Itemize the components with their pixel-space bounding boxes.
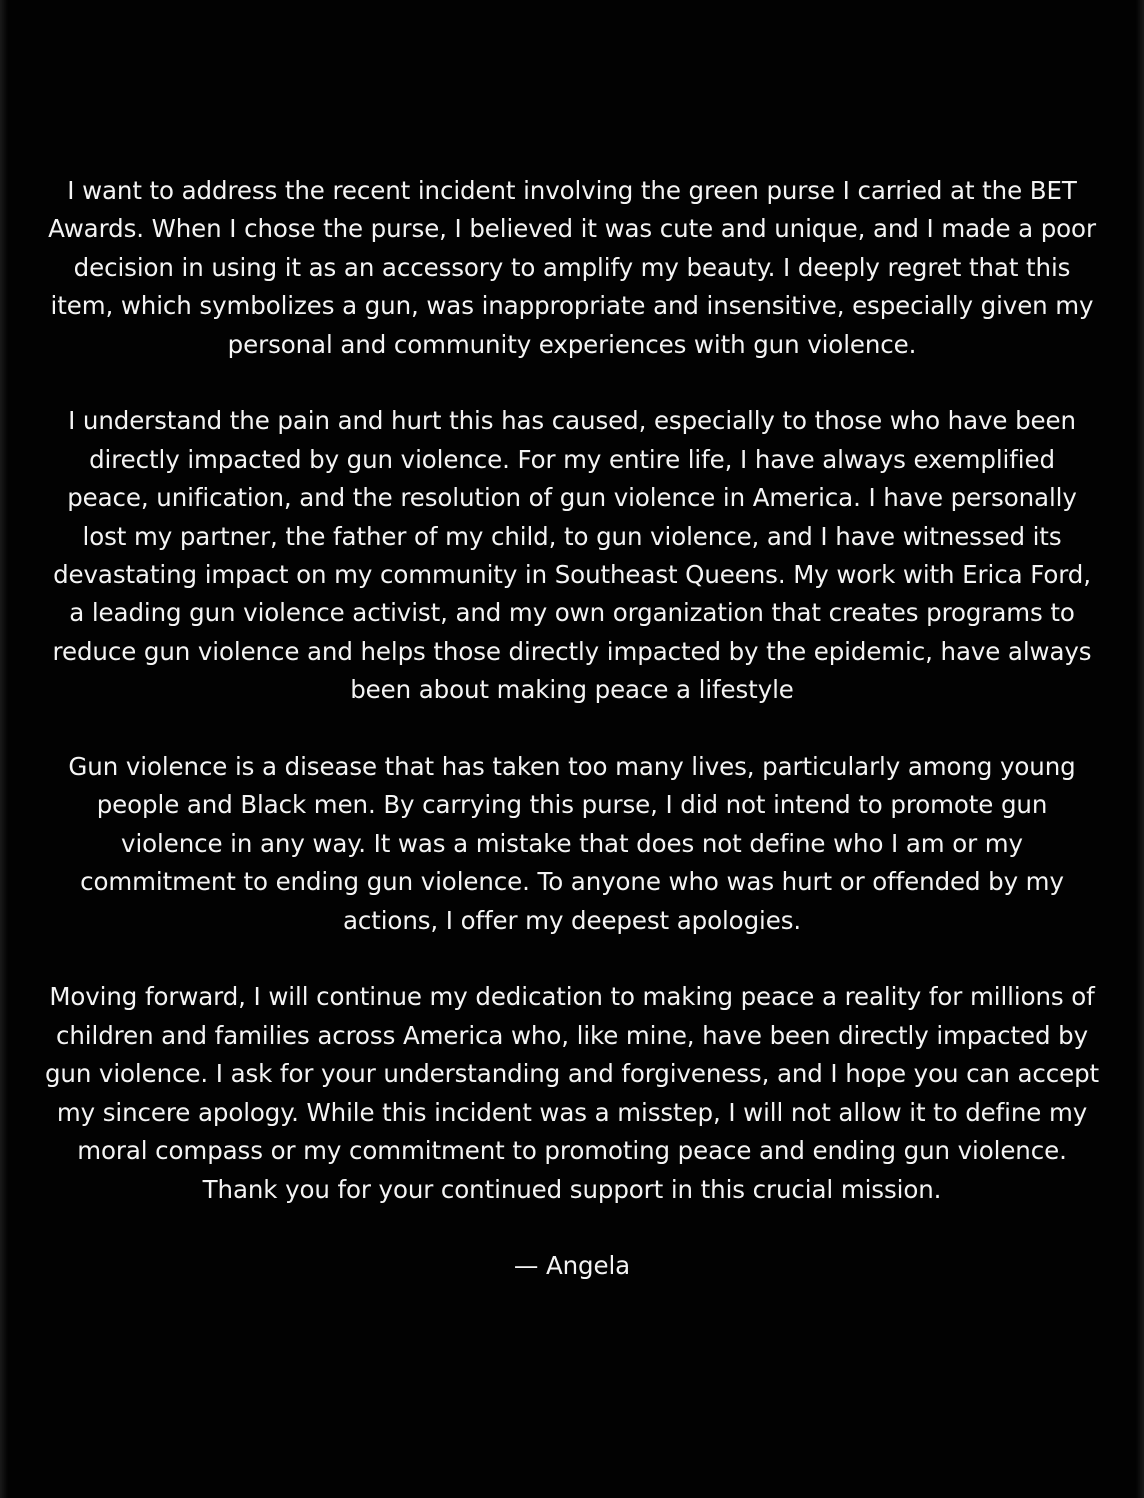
paragraph-line: commitment to ending gun violence. To anyone who was hurt or offended by my (80, 867, 1064, 897)
signature: — Angela (513, 1251, 631, 1281)
paragraph-line: reduce gun violence and helps those directly impacted by the epidemic, have always (52, 636, 1092, 666)
paragraph-line: Thank you for your continued support in this crucial mission. (202, 1174, 942, 1204)
paragraph-line: Gun violence is a disease that has taken too many lives, particularly among young (68, 752, 1076, 782)
paragraph-line: devastating impact on my community in Southeast Queens. My work with Erica Ford, (53, 560, 1091, 590)
paragraph-line: Awards. When I chose the purse, I believed it was cute and unique, and I made a poor (48, 214, 1096, 244)
paragraph-line: personal and community experiences with gun violence. (227, 329, 917, 359)
paragraph-line: people and Black men. By carrying this purse, I did not intend to promote gun (96, 790, 1048, 820)
paragraph-3 (0, 748, 1144, 940)
paragraph-line: violence in any way. It was a mistake that does not define who I am or my (121, 828, 1023, 858)
paragraph-line: peace, unification, and the resolution of gun violence in America. I have personally (67, 483, 1077, 513)
paragraph-line: actions, I offer my deepest apologies. (342, 905, 802, 935)
paragraph-4 (0, 978, 1144, 1208)
paragraph-line: children and families across America who, like mine, have been directly impacted by (56, 1020, 1088, 1050)
paragraph-1 (0, 172, 1144, 364)
paragraph-line: I want to address the recent incident involving the green purse I carried at the BET (67, 176, 1077, 205)
paragraph-line: decision in using it as an accessory to amplify my beauty. I deeply regret that this (73, 252, 1071, 282)
paragraph-line: item, which symbolizes a gun, was inappropriate and insensitive, especially given my (50, 291, 1094, 321)
paragraph-line: Moving forward, I will continue my dedication to making peace a reality for millions of (49, 982, 1095, 1012)
paragraph-line: I understand the pain and hurt this has caused, especially to those who have been (68, 406, 1076, 436)
paragraph-line: a leading gun violence activist, and my own organization that creates programs to (69, 598, 1075, 628)
paragraph-2 (0, 402, 1144, 709)
paragraph-line: been about making peace a lifestyle (350, 675, 794, 705)
paragraph-line: lost my partner, the father of my child, to gun violence, and I have witnessed its (82, 521, 1062, 551)
apology-statement (0, 172, 1144, 1324)
paragraph-line: moral compass or my commitment to promoting peace and ending gun violence. (77, 1136, 1067, 1166)
paragraph-line: gun violence. I ask for your understanding and forgiveness, and I hope you can accept (44, 1059, 1100, 1089)
paragraph-line: my sincere apology. While this incident was a misstep, I will not allow it to define my (56, 1097, 1088, 1127)
paragraph-line: directly impacted by gun violence. For my entire life, I have always exemplified (89, 444, 1055, 474)
